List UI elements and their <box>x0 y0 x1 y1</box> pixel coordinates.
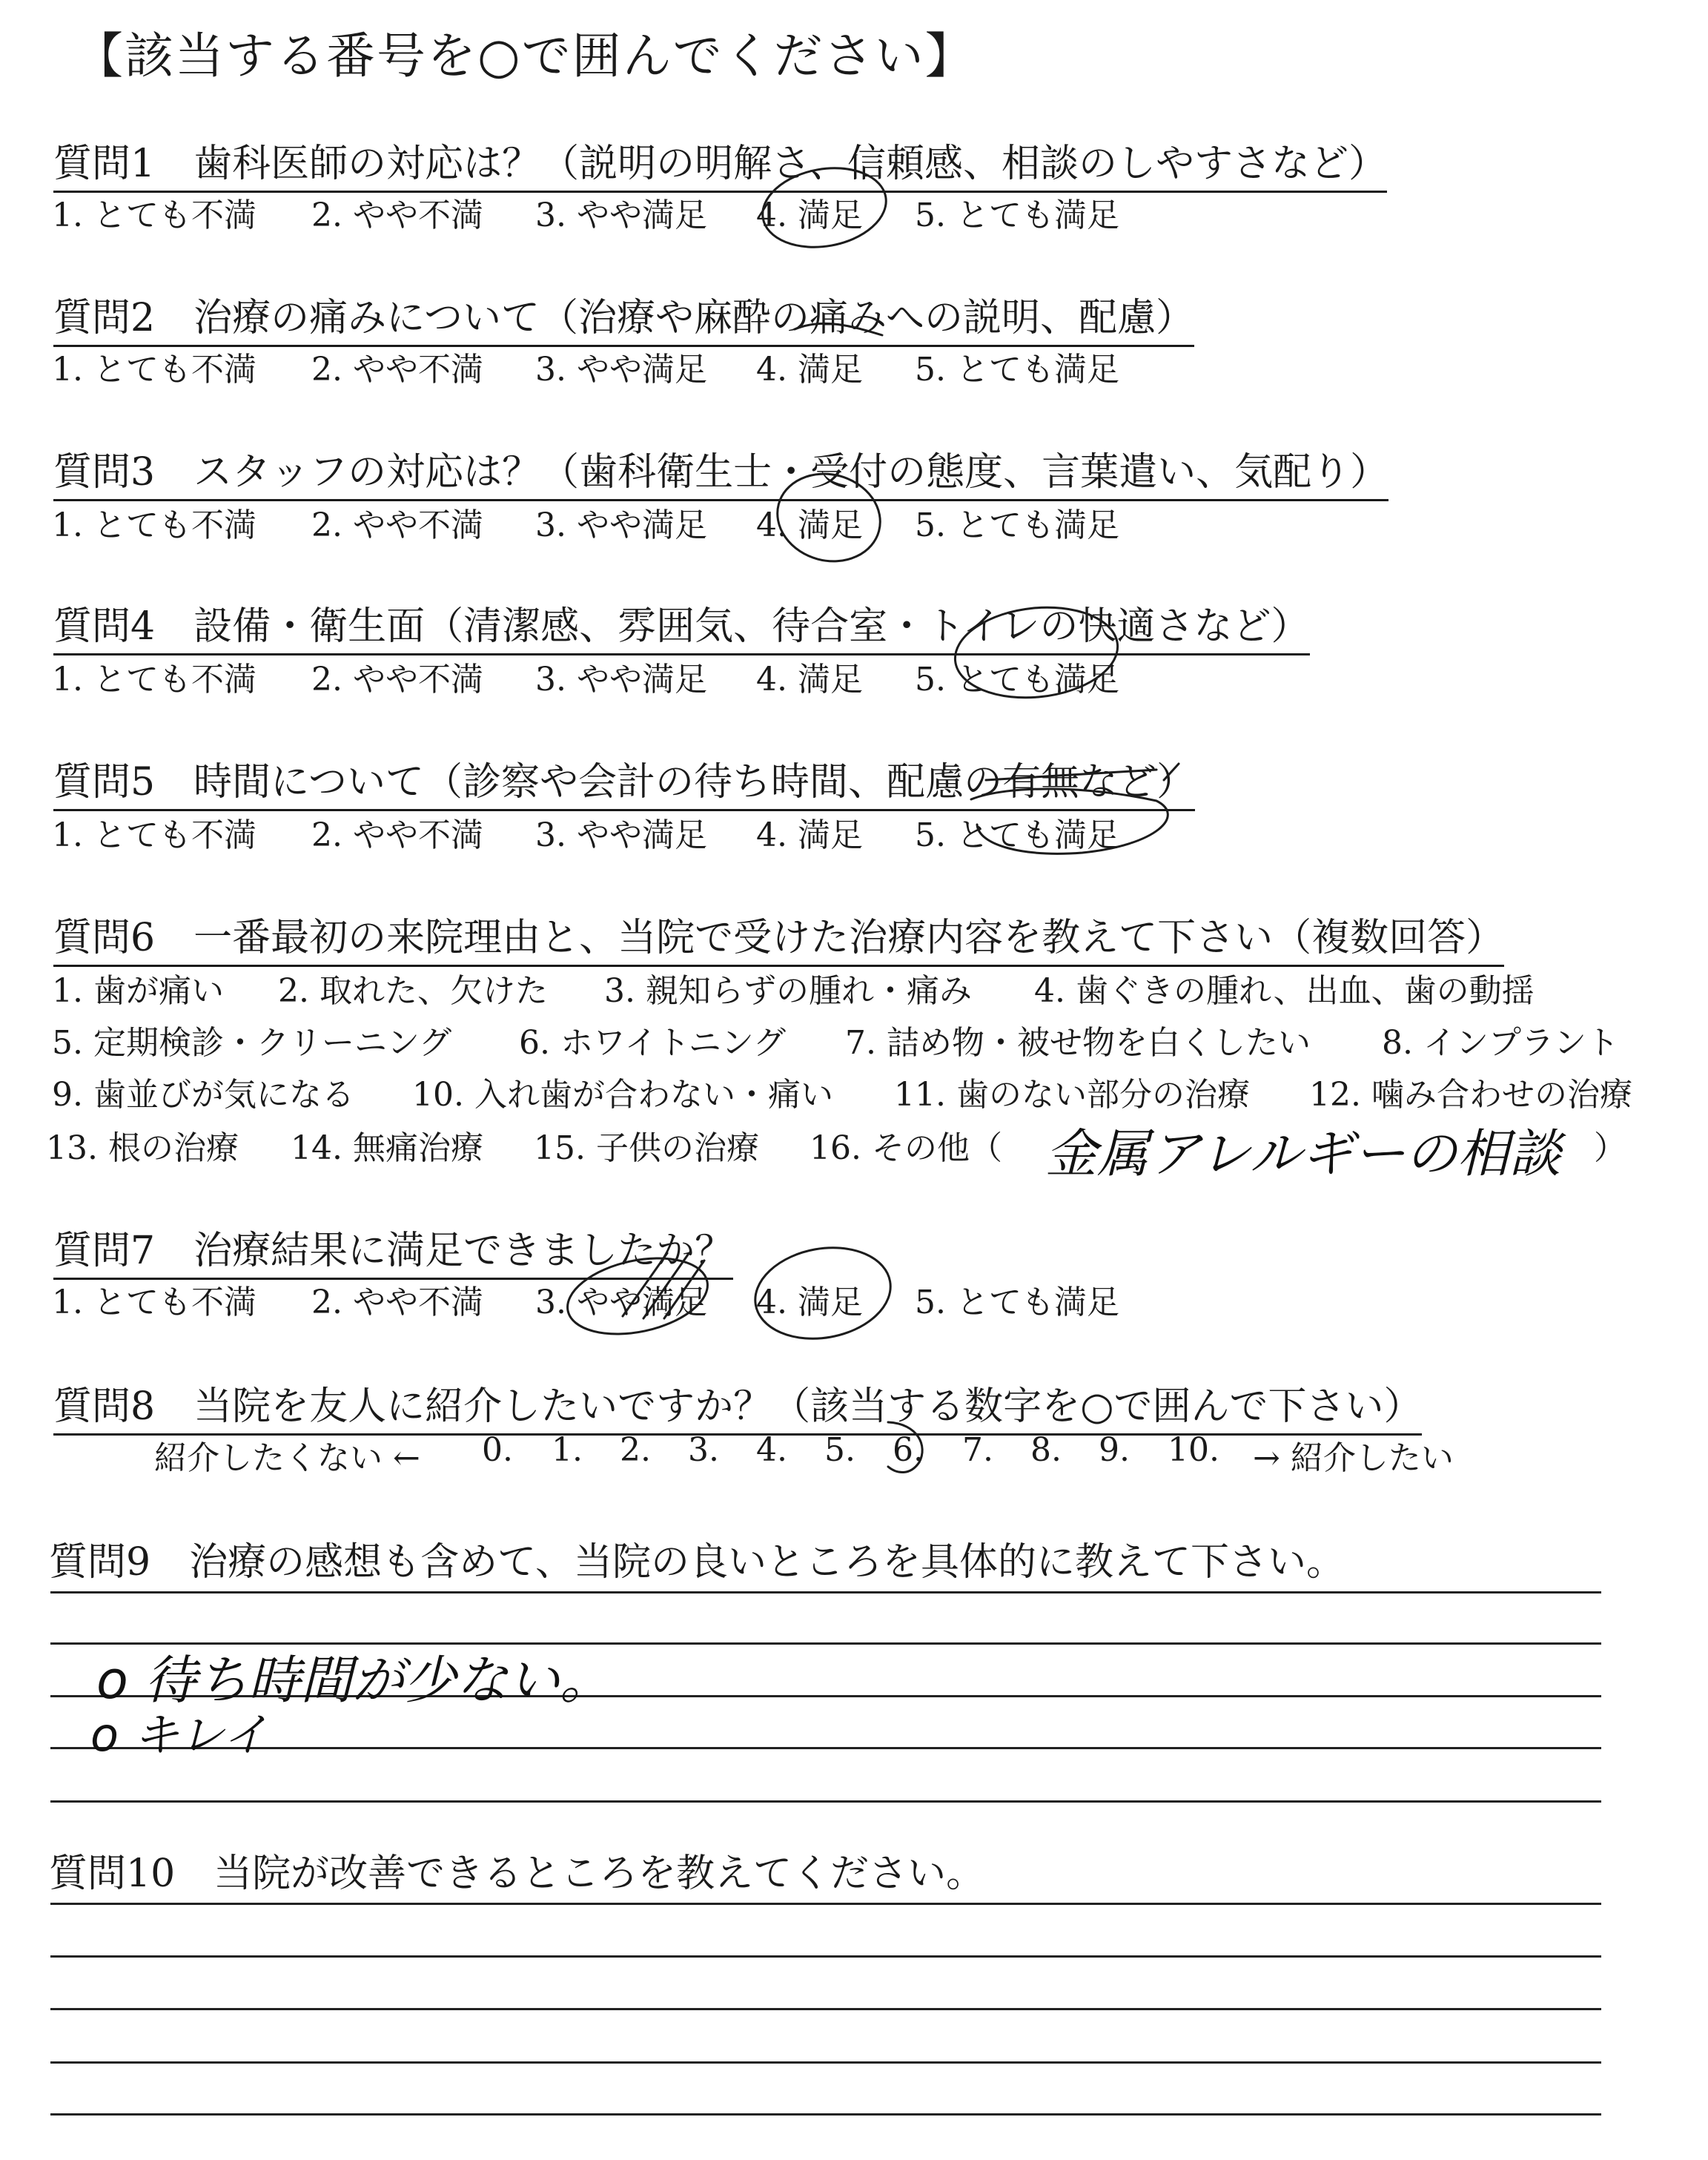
form-header: 【該当する番号を○で囲んでください】 <box>74 27 976 85</box>
q6-other-handwritten: 金属アレルギーの相談 <box>1045 1123 1561 1184</box>
q5-option-3[interactable]: 3. やや満足 <box>535 816 707 854</box>
q8-score-5[interactable]: 5. <box>824 1431 855 1469</box>
answer-line <box>50 2113 1601 2116</box>
q2-option-4[interactable]: 4. 満足 <box>756 351 863 389</box>
q7-option-5[interactable]: 5. とても満足 <box>915 1284 1119 1321</box>
question-7-title: 質問7 治療結果に満足できましたか？ <box>53 1219 733 1280</box>
q2-option-1[interactable]: 1. とても不満 <box>52 351 256 389</box>
q7-option-2[interactable]: 2. やや不満 <box>311 1284 483 1321</box>
q5-option-4[interactable]: 4. 満足 <box>756 816 863 854</box>
q6-option-13[interactable]: 13. 根の治療 <box>46 1129 239 1167</box>
q8-score-0[interactable]: 0. <box>482 1431 513 1469</box>
answer-line <box>50 1747 1601 1749</box>
q3-option-5[interactable]: 5. とても満足 <box>915 506 1119 544</box>
q9-handwritten-answer-1: o 待ち時間が少ない。 <box>96 1650 612 1711</box>
answer-line <box>50 1800 1601 1803</box>
question-2-title: 質問2 治療の痛みについて（治療や麻酔の痛みへの説明、配慮） <box>53 286 1194 347</box>
q8-score-1[interactable]: 1. <box>552 1431 583 1469</box>
q3-option-1[interactable]: 1. とても不満 <box>52 506 256 544</box>
q7-option-4[interactable]: 4. 満足 <box>756 1284 863 1321</box>
q3-option-2[interactable]: 2. やや不満 <box>311 506 483 544</box>
q8-score-8[interactable]: 8. <box>1030 1431 1062 1469</box>
q6-option-4[interactable]: 4. 歯ぐきの腫れ、出血、歯の動揺 <box>1034 972 1535 1010</box>
q6-option-2[interactable]: 2. 取れた、欠けた <box>278 972 548 1010</box>
q1-option-4[interactable]: 4. 満足 <box>756 196 863 234</box>
q8-score-7[interactable]: 7. <box>962 1431 993 1469</box>
q5-option-1[interactable]: 1. とても不満 <box>52 816 256 854</box>
q6-option-15[interactable]: 15. 子供の治療 <box>534 1129 759 1167</box>
q6-option-14[interactable]: 14. 無痛治療 <box>291 1129 483 1167</box>
q8-score-9[interactable]: 9. <box>1099 1431 1130 1469</box>
q3-option-4[interactable]: 4. 満足 <box>756 506 863 544</box>
q2-option-2[interactable]: 2. やや不満 <box>311 351 483 389</box>
question-3-title: 質問3 スタッフの対応は？（歯科衛生士・受付の態度、言葉遣い、気配り） <box>53 440 1388 501</box>
q8-left-label: 紹介したくない ← <box>154 1439 420 1477</box>
q6-option-1[interactable]: 1. 歯が痛い <box>52 972 224 1010</box>
q8-right-label: → 紹介したい <box>1253 1439 1454 1477</box>
q6-option-9[interactable]: 9. 歯並びが気になる <box>52 1076 354 1114</box>
q6-option-7[interactable]: 7. 詰め物・被せ物を白くしたい <box>845 1024 1311 1062</box>
question-6-title: 質問6 一番最初の来院理由と、当院で受けた治療内容を教えて下さい（複数回答） <box>53 906 1504 967</box>
q4-option-3[interactable]: 3. やや満足 <box>535 661 707 698</box>
q9-handwritten-answer-2: o キレイ <box>90 1708 268 1762</box>
q7-option-1[interactable]: 1. とても不満 <box>52 1284 256 1321</box>
q6-option-11[interactable]: 11. 歯のない部分の治療 <box>894 1076 1250 1114</box>
q7-option-3[interactable]: 3. やや満足 <box>535 1284 707 1321</box>
question-4-title: 質問4 設備・衛生面（清潔感、雰囲気、待合室・トイレの快適さなど） <box>53 595 1310 655</box>
q4-option-4[interactable]: 4. 満足 <box>756 661 863 698</box>
q6-option-12[interactable]: 12. 噛み合わせの治療 <box>1309 1076 1632 1114</box>
q6-option-3[interactable]: 3. 親知らずの腫れ・痛み <box>604 972 972 1010</box>
q6-option-6[interactable]: 6. ホワイトニング <box>519 1024 787 1062</box>
q6-other-close-paren: ） <box>1594 1129 1626 1167</box>
q1-option-3[interactable]: 3. やや満足 <box>535 196 707 234</box>
answer-line <box>50 2008 1601 2010</box>
q1-option-1[interactable]: 1. とても不満 <box>52 196 256 234</box>
answer-line <box>50 1955 1601 1958</box>
q8-score-4[interactable]: 4. <box>756 1431 787 1469</box>
q2-option-5[interactable]: 5. とても満足 <box>915 351 1119 389</box>
q6-option-5[interactable]: 5. 定期検診・クリーニング <box>52 1024 452 1062</box>
q8-score-2[interactable]: 2. <box>620 1431 651 1469</box>
q2-option-3[interactable]: 3. やや満足 <box>535 351 707 389</box>
question-9-title: 質問9 治療の感想も含めて、当院の良いところを具体的に教えて下さい。 <box>49 1540 1345 1585</box>
answer-line <box>50 1903 1601 1905</box>
q6-option-16[interactable]: 16. その他（ <box>810 1129 1002 1167</box>
question-1-title: 質問1 歯科医師の対応は？（説明の明解さ、信頼感、相談のしやすさなど） <box>53 132 1387 193</box>
q4-option-1[interactable]: 1. とても不満 <box>52 661 256 698</box>
answer-line <box>50 1591 1601 1593</box>
q5-option-5[interactable]: 5. とても満足 <box>915 816 1119 854</box>
q4-option-5[interactable]: 5. とても満足 <box>915 661 1119 698</box>
question-10-title: 質問10 当院が改善できるところを教えてください。 <box>49 1852 985 1896</box>
q1-option-5[interactable]: 5. とても満足 <box>915 196 1119 234</box>
q3-option-3[interactable]: 3. やや満足 <box>535 506 707 544</box>
answer-line <box>50 2061 1601 2064</box>
q8-score-6[interactable]: 6. <box>893 1431 924 1469</box>
q8-score-10[interactable]: 10. <box>1168 1431 1219 1469</box>
q1-option-2[interactable]: 2. やや不満 <box>311 196 483 234</box>
q6-option-10[interactable]: 10. 入れ歯が合わない・痛い <box>412 1076 833 1114</box>
q4-option-2[interactable]: 2. やや不満 <box>311 661 483 698</box>
question-8-title: 質問8 当院を友人に紹介したいですか？（該当する数字を○で囲んで下さい） <box>53 1375 1422 1436</box>
q6-option-8[interactable]: 8. インプラント <box>1382 1024 1619 1062</box>
question-5-title: 質問5 時間について（診察や会計の待ち時間、配慮の有無など） <box>53 750 1195 811</box>
q8-score-3[interactable]: 3. <box>688 1431 719 1469</box>
q5-option-2[interactable]: 2. やや不満 <box>311 816 483 854</box>
